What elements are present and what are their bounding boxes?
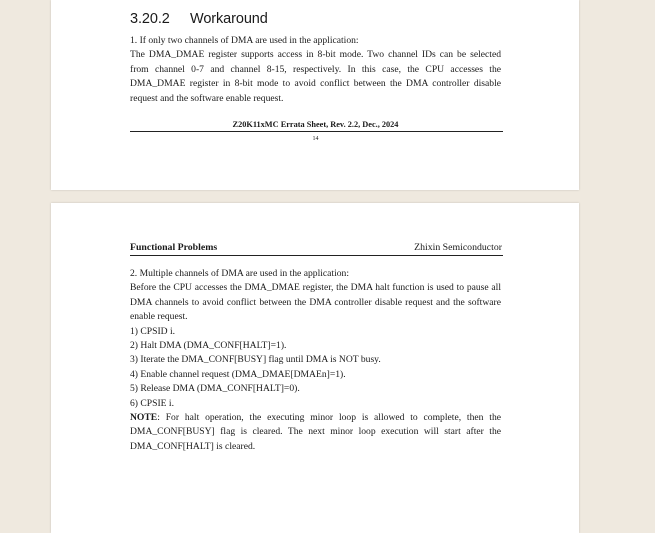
page-footer-title: Z20K11xMC Errata Sheet, Rev. 2.2, Dec., 2024 xyxy=(232,120,399,129)
note-label: NOTE xyxy=(130,412,158,424)
workaround-description: Before the CPU accesses the DMA_DMAE register, the DMA halt function is used to pause all DMA channels to avoid conflict between the DMA controller disable request and the software enable request. xyxy=(130,282,501,323)
workaround-body xyxy=(130,34,501,106)
step-item: 6) CPSIE i. xyxy=(130,397,174,409)
page-number: 14 xyxy=(312,136,319,142)
section-title: Workaround xyxy=(190,11,268,27)
note-text: : For halt operation, the executing minor loop is allowed to complete, then the DMA_CONF[BUSY] flag is cleared. The next minor loop execution will start after the DMA_CONF[HALT] is cleared. xyxy=(130,412,501,452)
step-item: 3) Iterate the DMA_CONF[BUSY] flag until DMA is NOT busy. xyxy=(130,354,381,366)
header-divider xyxy=(130,255,503,256)
section-heading xyxy=(130,11,268,27)
workaround-continued-body xyxy=(130,267,501,454)
workaround-paragraph: The DMA_DMAE register supports access in 8-bit mode. Two channel IDs can be selected from channel 0-7 and channel 8-15, respectively. In this case, the CPU accesses the DMA_DMAE register in 8-bit mode to avoid conflict between the DMA controller disable request and the software enable request. xyxy=(130,49,501,104)
step-item: 2) Halt DMA (DMA_CONF[HALT]=1). xyxy=(130,340,287,352)
document-page-15 xyxy=(51,203,579,533)
section-number: 3.20.2 xyxy=(130,11,170,27)
workaround-item-2: 2. Multiple channels of DMA are used in the application: xyxy=(130,268,350,279)
page-header-company: Zhixin Semiconductor xyxy=(414,242,502,253)
step-item: 5) Release DMA (DMA_CONF[HALT]=0). xyxy=(130,383,300,395)
document-page-14 xyxy=(51,0,579,190)
step-item: 4) Enable channel request (DMA_DMAE[DMAEn]=1). xyxy=(130,368,346,380)
footer-divider xyxy=(130,131,503,132)
step-item: 1) CPSID i. xyxy=(130,325,176,337)
workaround-item-1: 1. If only two channels of DMA are used in the application: xyxy=(130,35,359,46)
note-paragraph xyxy=(130,411,501,454)
page-header-section: Functional Problems xyxy=(130,242,218,253)
